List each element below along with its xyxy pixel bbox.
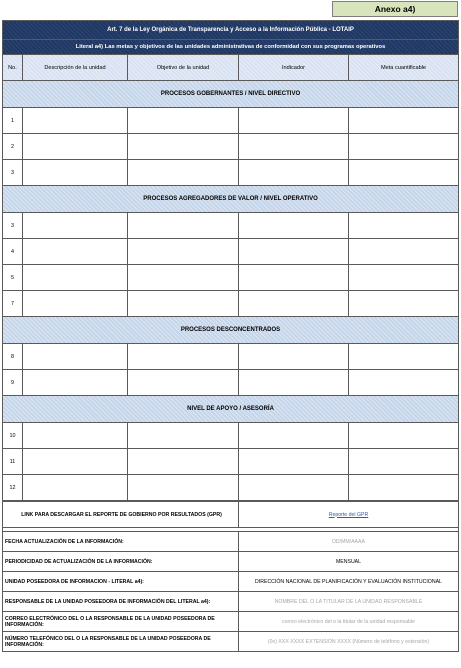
gpr-report-link[interactable]: Reporte del GPR: [239, 502, 459, 528]
footer-table: [2, 501, 459, 652]
table-row: [3, 475, 459, 501]
section-title: NIVEL DE APOYO / ASESORÍA: [3, 396, 459, 423]
descripcion-cell[interactable]: [23, 108, 128, 134]
meta-cell[interactable]: [349, 239, 459, 265]
objetivo-cell[interactable]: [128, 475, 239, 501]
objetivo-cell[interactable]: [128, 108, 239, 134]
row-number: 7: [3, 291, 23, 317]
indicador-cell[interactable]: [239, 475, 349, 501]
descripcion-cell[interactable]: [23, 423, 128, 449]
metas-table: [2, 20, 459, 501]
objetivo-cell[interactable]: [128, 370, 239, 396]
descripcion-cell[interactable]: [23, 134, 128, 160]
objetivo-cell[interactable]: [128, 344, 239, 370]
table-row: [3, 370, 459, 396]
meta-cell[interactable]: [349, 423, 459, 449]
section-header-row: [3, 396, 459, 423]
objetivo-cell[interactable]: [128, 160, 239, 186]
section-title: PROCESOS GOBERNANTES / NIVEL DIRECTIVO: [3, 81, 459, 108]
section-header-row: [3, 81, 459, 108]
column-header-objetivo: Objetivo de la unidad: [128, 55, 239, 81]
indicador-cell[interactable]: [239, 370, 349, 396]
column-header-descripcion: Descripción de la unidad: [23, 55, 128, 81]
table-row: [3, 134, 459, 160]
telefono-label: NÚMERO TELEFÓNICO DEL O LA RESPONSABLE DE LA UNIDAD POSEEDORA DE INFORMACIÓN:: [3, 632, 239, 652]
objetivo-cell[interactable]: [128, 239, 239, 265]
periodicidad-label: PERIODICIDAD DE ACTUALIZACIÓN DE LA INFORMACIÓN:: [3, 552, 239, 572]
row-number: 8: [3, 344, 23, 370]
fecha-value[interactable]: DD/MM/AAAA: [239, 532, 459, 552]
fecha-label: FECHA ACTUALIZACIÓN DE LA INFORMACIÓN:: [3, 532, 239, 552]
meta-cell[interactable]: [349, 344, 459, 370]
meta-cell[interactable]: [349, 265, 459, 291]
header-title-row: [3, 21, 459, 40]
row-number: 3: [3, 160, 23, 186]
descripcion-cell[interactable]: [23, 265, 128, 291]
indicador-cell[interactable]: [239, 291, 349, 317]
objetivo-cell[interactable]: [128, 291, 239, 317]
header-subtitle: Literal a4) Las metas y objetivos de las unidades administrativas de conformidad con sus programas operativos: [3, 40, 459, 55]
indicador-cell[interactable]: [239, 108, 349, 134]
table-row: [3, 239, 459, 265]
annex-label: Anexo a4): [332, 1, 458, 17]
table-row: [3, 449, 459, 475]
row-number: 3: [3, 213, 23, 239]
row-number: 1: [3, 108, 23, 134]
row-number: 9: [3, 370, 23, 396]
unidad-row: [3, 572, 459, 592]
lotaip-form: [2, 20, 458, 652]
descripcion-cell[interactable]: [23, 291, 128, 317]
responsable-row: [3, 592, 459, 612]
objetivo-cell[interactable]: [128, 265, 239, 291]
indicador-cell[interactable]: [239, 265, 349, 291]
unidad-value[interactable]: DIRECCIÓN NACIONAL DE PLANIFICACIÓN Y EVALUACIÓN INSTITUCIONAL: [239, 572, 459, 592]
objetivo-cell[interactable]: [128, 449, 239, 475]
column-header-no: No.: [3, 55, 23, 81]
table-row: [3, 423, 459, 449]
descripcion-cell[interactable]: [23, 449, 128, 475]
correo-value[interactable]: correo electrónico del o la titular de la unidad responsable: [239, 612, 459, 632]
indicador-cell[interactable]: [239, 423, 349, 449]
indicador-cell[interactable]: [239, 160, 349, 186]
table-row: [3, 108, 459, 134]
row-number: 10: [3, 423, 23, 449]
descripcion-cell[interactable]: [23, 160, 128, 186]
section-header-row: [3, 186, 459, 213]
indicador-cell[interactable]: [239, 239, 349, 265]
column-header-indicador: Indicador: [239, 55, 349, 81]
correo-row: [3, 612, 459, 632]
responsable-label: RESPONSABLE DE LA UNIDAD POSEEDORA DE INFORMACIÓN DEL LITERAL a4):: [3, 592, 239, 612]
telefono-row: [3, 632, 459, 652]
table-row: [3, 265, 459, 291]
indicador-cell[interactable]: [239, 134, 349, 160]
periodicidad-value[interactable]: MENSUAL: [239, 552, 459, 572]
indicador-cell[interactable]: [239, 344, 349, 370]
row-number: 11: [3, 449, 23, 475]
header-title: Art. 7 de la Ley Orgánica de Transparencia y Acceso a la Información Pública - LOTAIP: [3, 21, 459, 40]
section-title: PROCESOS AGREGADORES DE VALOR / NIVEL OPERATIVO: [3, 186, 459, 213]
responsable-value[interactable]: NOMBRE DEL O LA TITULAR DE LA UNIDAD RESPONSABLE: [239, 592, 459, 612]
descripcion-cell[interactable]: [23, 344, 128, 370]
objetivo-cell[interactable]: [128, 134, 239, 160]
section-header-row: [3, 317, 459, 344]
row-number: 4: [3, 239, 23, 265]
row-number: 12: [3, 475, 23, 501]
meta-cell[interactable]: [349, 370, 459, 396]
column-header-meta: Meta cuantificable: [349, 55, 459, 81]
meta-cell[interactable]: [349, 134, 459, 160]
table-row: [3, 344, 459, 370]
section-title: PROCESOS DESCONCENTRADOS: [3, 317, 459, 344]
descripcion-cell[interactable]: [23, 370, 128, 396]
row-number: 2: [3, 134, 23, 160]
periodicidad-row: [3, 552, 459, 572]
row-number: 5: [3, 265, 23, 291]
table-row: [3, 160, 459, 186]
gpr-link-row: [3, 502, 459, 528]
indicador-cell[interactable]: [239, 449, 349, 475]
meta-cell[interactable]: [349, 160, 459, 186]
indicador-cell[interactable]: [239, 213, 349, 239]
telefono-value[interactable]: (0x) XXX-XXXX EXTENSIÓN XXXX (Número de teléfono y extensión): [239, 632, 459, 652]
meta-cell[interactable]: [349, 291, 459, 317]
descripcion-cell[interactable]: [23, 239, 128, 265]
header-subtitle-row: [3, 40, 459, 55]
correo-label: CORREO ELECTRÓNICO DEL O LA RESPONSABLE DE LA UNIDAD POSEEDORA DE INFORMACIÓN:: [3, 612, 239, 632]
table-row: [3, 213, 459, 239]
fecha-row: [3, 532, 459, 552]
meta-cell[interactable]: [349, 108, 459, 134]
column-header-row: [3, 55, 459, 81]
objetivo-cell[interactable]: [128, 213, 239, 239]
meta-cell[interactable]: [349, 449, 459, 475]
gpr-link-label: LINK PARA DESCARGAR EL REPORTE DE GOBIERNO POR RESULTADOS (GPR): [3, 502, 239, 528]
unidad-label: UNIDAD POSEEDORA DE INFORMACION - LITERAL a4):: [3, 572, 239, 592]
descripcion-cell[interactable]: [23, 475, 128, 501]
objetivo-cell[interactable]: [128, 423, 239, 449]
meta-cell[interactable]: [349, 475, 459, 501]
descripcion-cell[interactable]: [23, 213, 128, 239]
table-row: [3, 291, 459, 317]
meta-cell[interactable]: [349, 213, 459, 239]
